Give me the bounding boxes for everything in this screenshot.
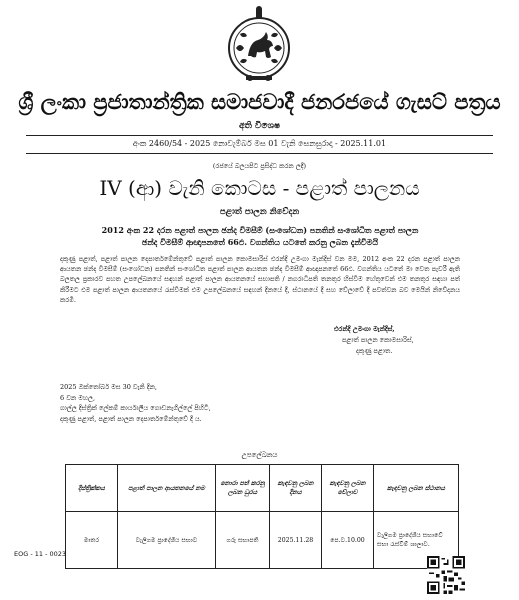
schedule-heading: උපලේඛනය <box>241 451 278 459</box>
column-header: කැඳවනු ලබන වේලාව <box>322 465 374 512</box>
gazette-title: ශ්‍රී ලංකා ප්‍රජාතාන්ත්‍රික සමාජවාදී ජනරජයේ ගැසට් පත්‍රය <box>18 90 501 114</box>
date-line: 2025 ඔක්තෝබර් මස 30 වැනි දින, <box>60 383 157 391</box>
column-header: කැඳවනු ලබන දිනය <box>270 465 322 512</box>
cell-venue: වැලිගම ප්‍රාදේශීය සභාවේ සභා රැස්වීම් ශාලාව. <box>374 512 459 569</box>
part-title: IV (ආ) වැනි කොටස - පළාත් පාලනය <box>99 176 420 200</box>
column-header: නොරා පත් කරනු ලබන ධුරය <box>216 465 270 512</box>
divider <box>26 153 493 154</box>
date-place-block <box>60 382 290 424</box>
cell-date: 2025.11.28 <box>270 512 322 569</box>
extraordinary-label: අති විශෙෂ <box>238 121 281 131</box>
document-code: EOG - 11 - 0023 <box>14 550 67 558</box>
subject-line: 2012 අංක 22 දරන පළාත් පාලන ඡන්ද විමසීම් (සංශෝධන) පනතින් සංශෝධිත පළාත් පාලන <box>101 225 419 235</box>
cell-district: මාතර <box>66 512 118 569</box>
address-line: 6 වන මහල, <box>60 393 96 402</box>
qr-code-icon <box>427 556 465 594</box>
notice-body: දකුණු පළාත්, පළාත් පාලන දෙපාර්තමේන්තුවේ පළාත් පාලන කොමසාරිස් එරන්දි උමංගා මැන්දිස් වන මම, 2012 අංක 22 දරන පළාත් පාලන ආයතන ඡන්ද විමසීම් (සංශෝධන) පනතින් සංශෝධිත පළාත් පාලන ආයතන ඡන්ද විමසීම් ආඥාපනතේ 66ඵ. වගන්තිය යටතේ මා වෙත පැවරී ඇති බලතල ප්‍රකාරව පහත උපලේඛනයේ සඳහන් පළාත් පාලන ආයතනයේ සභාපති / නගරාධිපති තනතුර හිස්වීම හේතුවෙන් එම තනතුර සඳහා පත් කිරීමට එම පළාත් පාලන ආයතනයේ රැස්වීමක් එම උපලේඛනයේ සඳහන් දිනයේ දී, ස්ථානයේ දී සහ වේලාවේ දී පවත්වන බව මෙයින් නිවේදනය කරමි. <box>60 255 460 304</box>
schedule-table <box>65 464 459 569</box>
subject-line: ඡන්ද විමසීම් ආඥාපනතේ 66ඵ. වගන්තිය යටතේ කරනු ලබන දැන්වීමයි <box>141 237 379 247</box>
column-header: දිස්ත්‍රික්කය <box>66 465 118 512</box>
signatory-province: දකුණු පළාත. <box>356 347 393 355</box>
table-header-row <box>66 465 459 512</box>
section-heading: පළාත් පාලන නිවේදන <box>219 207 300 217</box>
cell-post: ගරු සභාපති <box>216 512 270 569</box>
issue-line: අංක 2460/54 - 2025 නොවැම්බර් මස 01 වැනි සෙනසුරාදා - 2025.11.01 <box>132 139 387 148</box>
cell-time: පෙ.ව.10.00 <box>322 512 374 569</box>
signatory-name: එරන්දි උමංගා මැන්දිස්, <box>334 325 395 333</box>
column-header: කැඳවනු ලබන ස්ථානය <box>374 465 459 512</box>
address-line: ගාල්ල දිස්ත්‍රික් ලේකම් කාර්යාලීය ගොඩනැගිල්ලේ පිහිටි, <box>60 404 211 412</box>
table-row <box>66 512 459 569</box>
state-emblem-icon <box>226 6 292 86</box>
column-header: පළාත් පාලන ආයතනයේ නම <box>118 465 216 512</box>
cell-institution: වැලිගම ප්‍රාදේශීය සභාව <box>118 512 216 569</box>
divider <box>26 135 493 136</box>
notice-subject <box>80 224 440 248</box>
signature-block <box>334 324 454 357</box>
published-note: (රජයේ බලයපිට ප්‍රසිද්ධ කරන ලදී) <box>212 162 307 170</box>
address-line: දකුණු පළාත්, පළාත් පාලන දෙපාර්තමේන්තුවේ දී ය. <box>60 414 202 423</box>
signatory-title: පළාත් පාලන කොමසාරිස්, <box>342 336 414 344</box>
